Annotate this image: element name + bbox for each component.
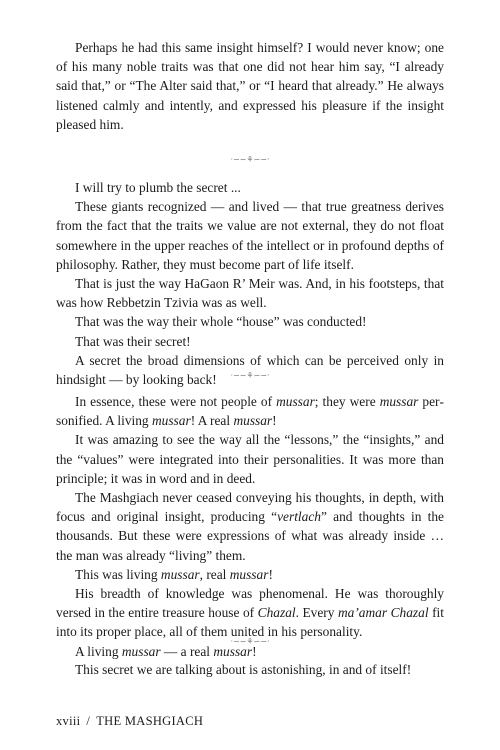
page-number: xviii [56, 714, 81, 728]
section-4 [56, 660, 444, 679]
section-divider-ornament: ·−∽⚘∽−· [230, 155, 270, 164]
section-2 [56, 178, 444, 389]
section-3 [56, 392, 444, 661]
paragraph: A secret the broad dimensions of which can be perceived only in hindsight — by looking back! [56, 352, 444, 388]
running-title: THE MASHGIACH [96, 714, 204, 728]
paragraph: This was living mussar, real mussar! [75, 566, 273, 582]
paragraph: A living mussar — a real mussar! [75, 643, 257, 659]
paragraph: That was their secret! [75, 333, 191, 349]
paragraph: These giants recognized — and lived — that true greatness derives from the fact that the traits we value are not external, they do not float somewhere in the upper reaches of the intellect or in profound depths of philosophy. Rather, they must become part of life itself. [56, 199, 444, 272]
paragraph: I will try to plumb the secret ... [75, 180, 241, 195]
section-divider-ornament: ·−∽⚘∽−· [230, 371, 270, 380]
section-1 [56, 38, 444, 134]
paragraph: In essence, these were not people of mussar; they were mussar personified. A living mussar! A real mussar! [56, 394, 444, 429]
paragraph: That was the way their whole “house” was conducted! [75, 314, 367, 330]
paragraph: The Mashgiach never ceased conveying his thoughts, in depth, with focus and original insight, producing “vertlach” and thoughts in the thousands. But these were expressions of what was already inside … the man was already “living” them. [56, 490, 444, 563]
paragraph: His breadth of knowledge was phenomenal. He was thoroughly versed in the entire treasure house of Chazal. Every ma’amar Chazal fit into its proper place, all of them united in his personality. [56, 586, 444, 640]
footer-separator: / [86, 714, 91, 728]
paragraph: It was amazing to see the way all the “lessons,” the “insights,” and the “values” were integrated into their personalities. It was more than principle; it was in word and in deed. [56, 432, 444, 486]
page-footer [56, 712, 203, 731]
section-divider-ornament: ·−∽⚘∽−· [230, 637, 270, 646]
paragraph: Perhaps he had this same insight himself? I would never know; one of his many noble traits was that one did not hear him say, “I already said that,” or “The Alter said that,” or “I heard that already.” He always listened calmly and intently, and expressed his pleasure if the insight pleased him. [56, 40, 444, 132]
paragraph: That is just the way HaGaon R’ Meir was. And, in his footsteps, that was how Rebbetzin Tzivia was as well. [56, 276, 444, 311]
paragraph: This secret we are talking about is astonishing, in and of itself! [75, 662, 412, 677]
